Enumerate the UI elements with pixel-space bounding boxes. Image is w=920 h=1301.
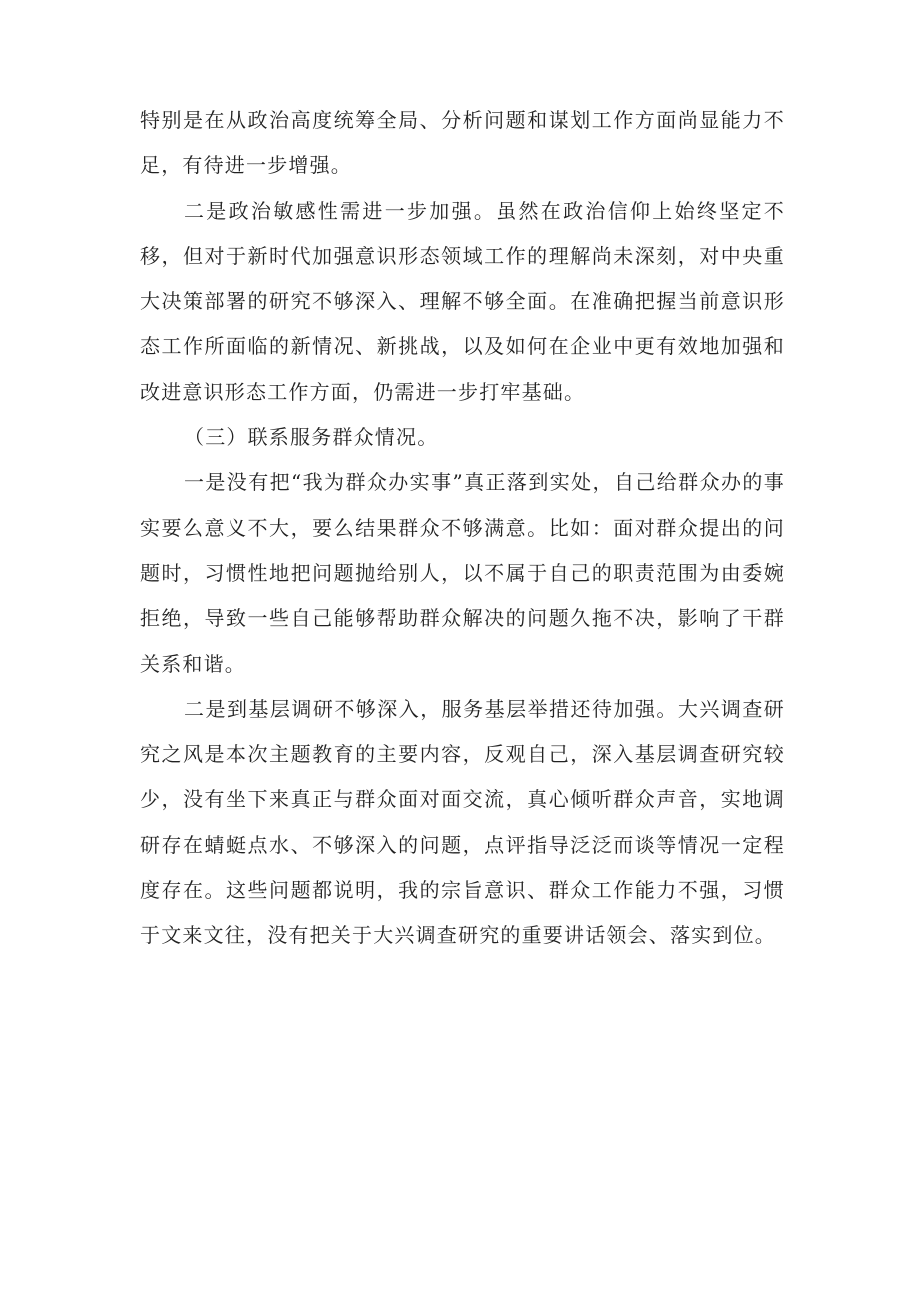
paragraph-grassroots-research: 二是到基层调研不够深入，服务基层举措还待加强。大兴调查研究之风是本次主题教育的主要内容，反观自己，深入基层调查研究较少，没有坐下来真正与群众面对面交流，真心倾听群众声音，实地调研存在蜻蜓点水、不够深入的问题，点评指导泛泛而谈等情况一定程度存在。这些问题都说明，我的宗旨意识、群众工作能力不强，习惯于文来文往，没有把关于大兴调查研究的重要讲话领会、落实到位。 <box>140 696 785 948</box>
section-heading-serving-masses: （三）联系服务群众情况。 <box>184 425 439 450</box>
document-body <box>140 98 785 959</box>
paragraph-practical-matters: 一是没有把“我为群众办实事”真正落到实处，自己给群众办的事实要么意义不大，要么结果群众不够满意。比如：面对群众提出的问题时，习惯性地把问题抛给别人，以不属于自己的职责范围为由委婉拒绝，导致一些自己能够帮助群众解决的问题久拖不决，影响了干群关系和谐。 <box>140 470 785 676</box>
paragraph-continuation: 特别是在从政治高度统筹全局、分析问题和谋划工作方面尚显能力不足，有待进一步增强。 <box>140 108 785 178</box>
paragraph-political-sensitivity: 二是政治敏感性需进一步加强。虽然在政治信仰上始终坚定不移，但对于新时代加强意识形态领域工作的理解尚未深刻，对中央重大决策部署的研究不够深入、理解不够全面。在准确把握当前意识形态工作所面临的新情况、新挑战，以及如何在企业中更有效地加强和改进意识形态工作方面，仍需进一步打牢基础。 <box>140 198 785 404</box>
